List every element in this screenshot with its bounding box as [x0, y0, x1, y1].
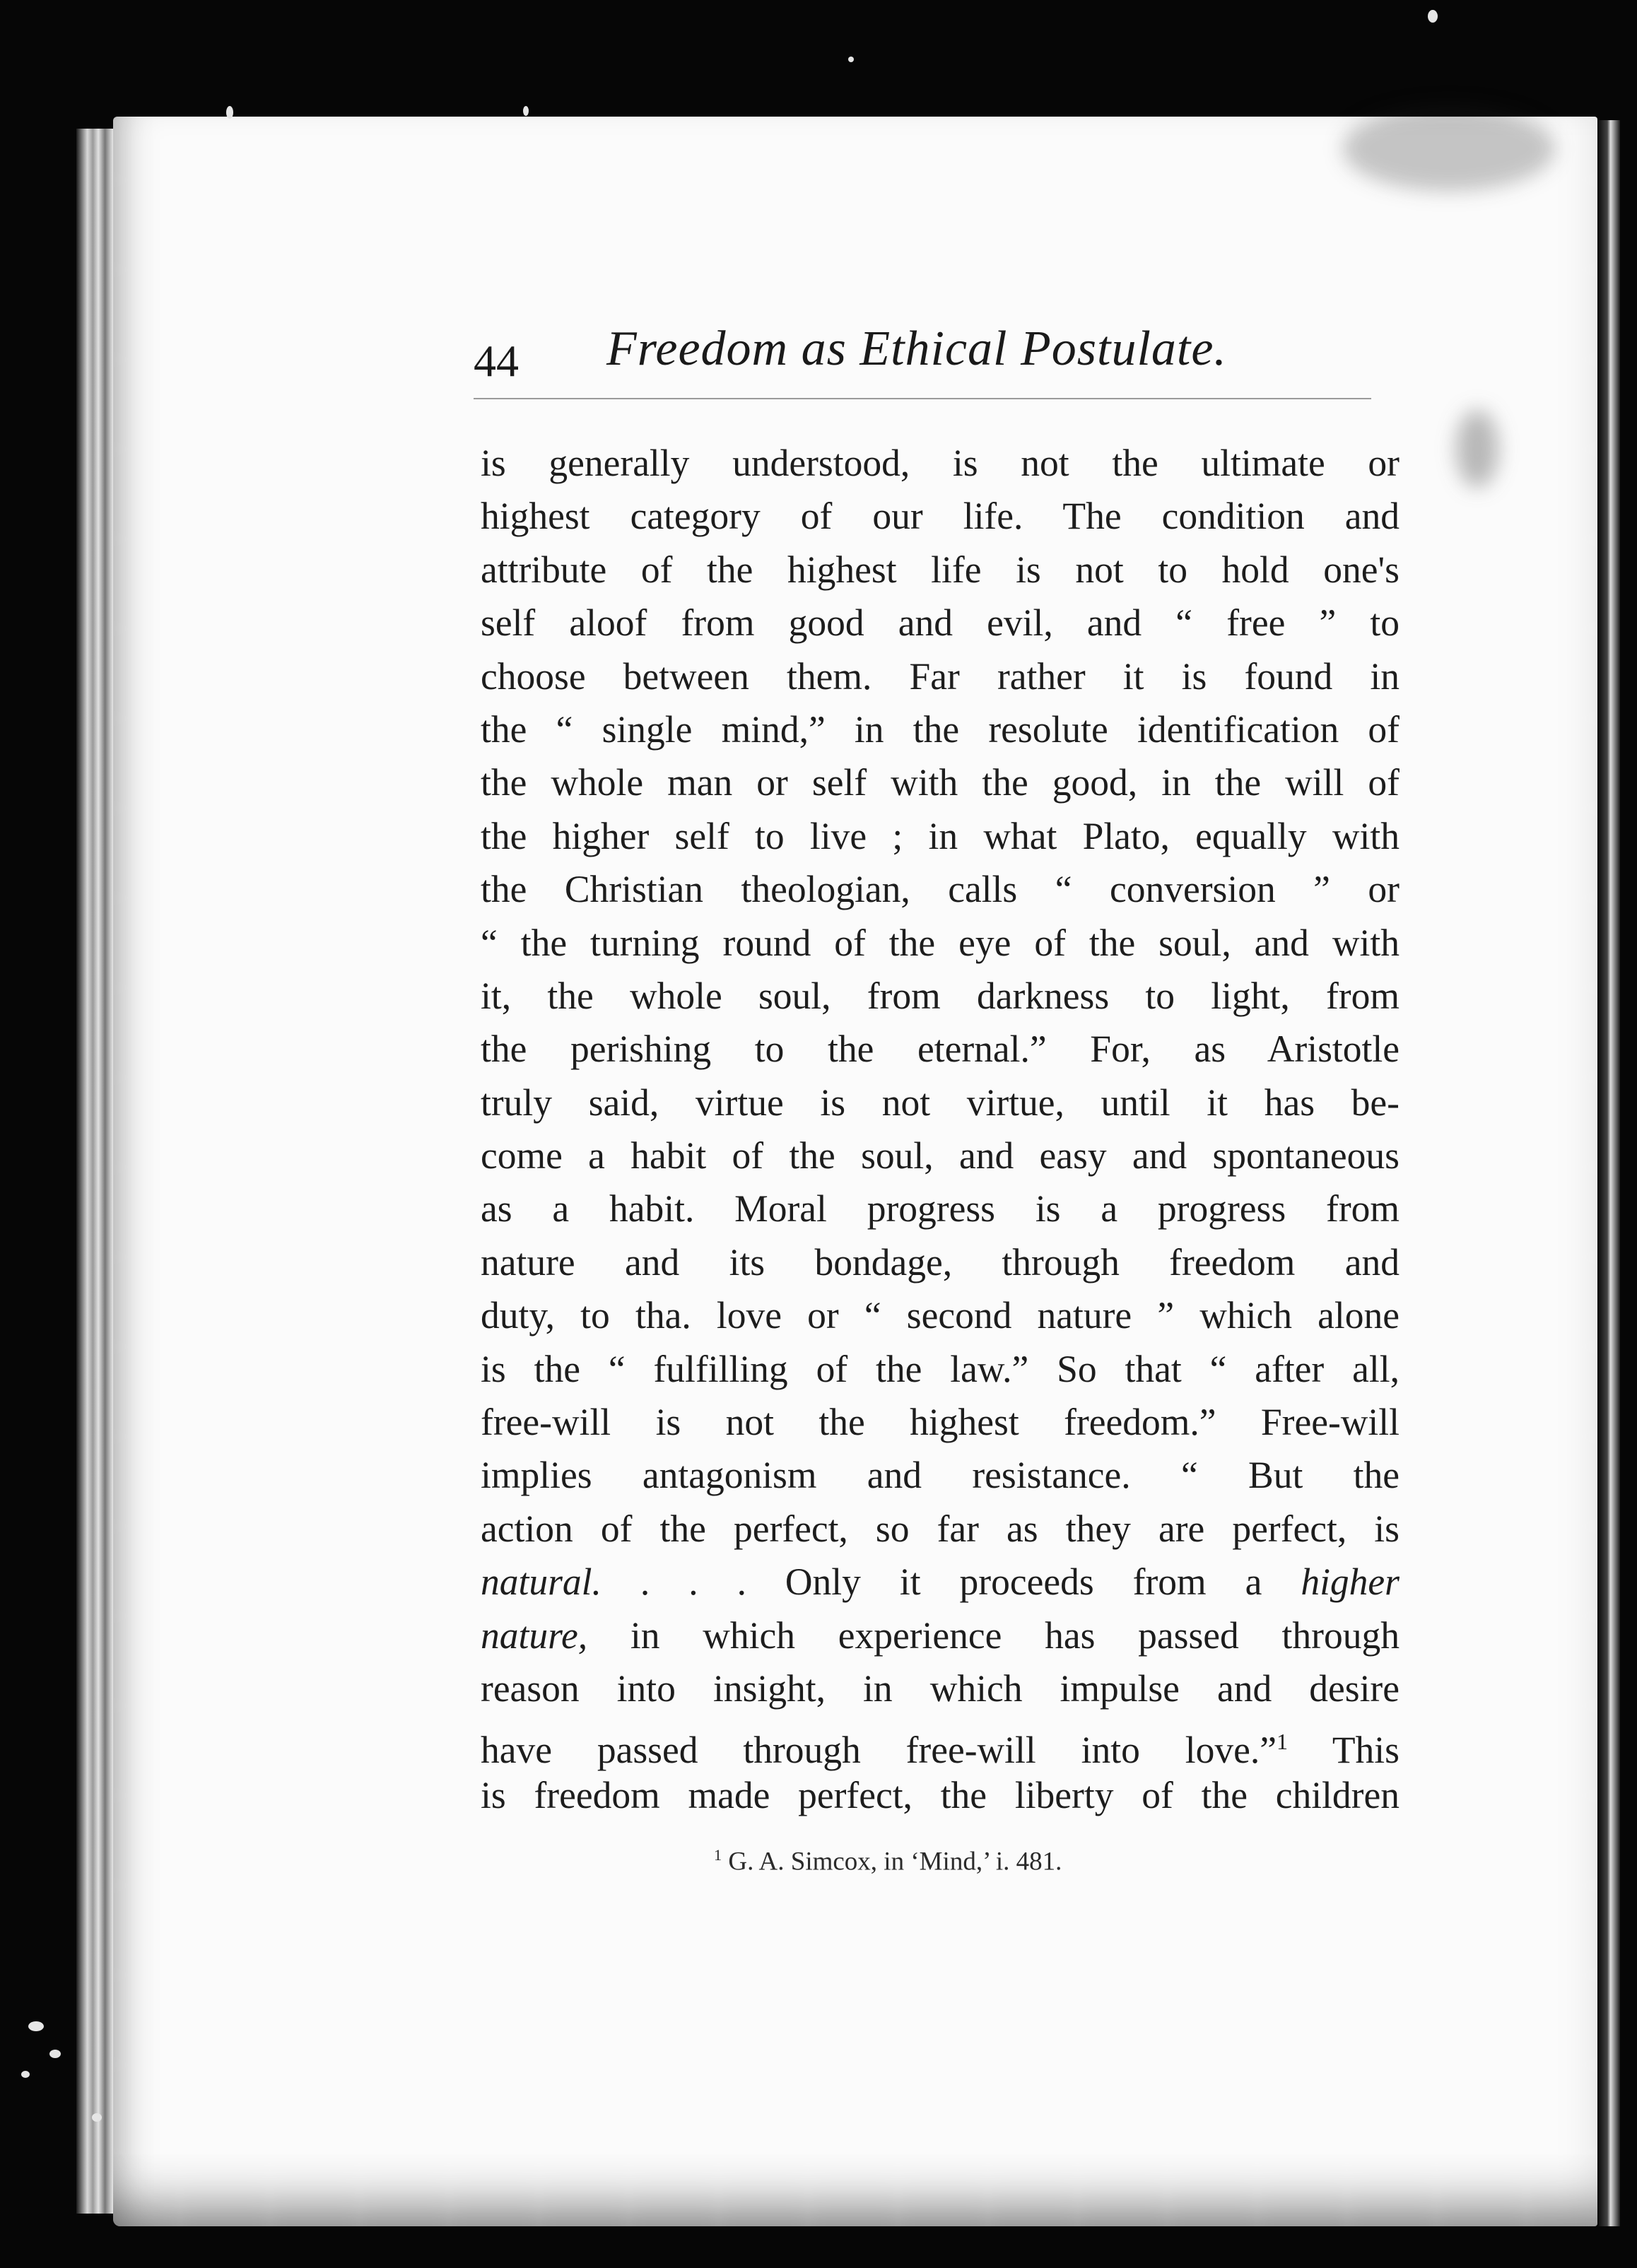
text-line: the perishing to the eternal.” For, as Aristotle — [481, 1028, 1400, 1071]
dust-speck — [28, 2021, 44, 2031]
italic-word: higher — [1301, 1561, 1400, 1604]
text-line: choose between them. Far rather it is found in — [481, 654, 1400, 698]
running-title: Freedom as Ethical Postulate. — [606, 322, 1227, 376]
dust-speck — [1428, 10, 1438, 23]
italic-word: nature, — [481, 1614, 588, 1657]
dust-speck — [92, 2113, 102, 2122]
text-line: action of the perfect, so far as they are perfect, is — [481, 1507, 1400, 1550]
dust-speck — [49, 2050, 61, 2058]
dust-speck — [523, 106, 529, 116]
text-line: nature and its bondage, through freedom and — [481, 1240, 1400, 1283]
text-line: come a habit of the soul, and easy and spontaneous — [481, 1134, 1400, 1177]
ink-smudge — [1456, 410, 1498, 488]
text-line: highest category of our life. The condition and — [481, 495, 1400, 538]
text-line: the Christian theologian, calls “ conversion ” or — [481, 868, 1400, 911]
text-line: as a habit. Moral progress is a progress from — [481, 1187, 1400, 1230]
text-line: duty, to tha. love or “ second nature ” which alone — [481, 1294, 1400, 1337]
footnote — [714, 1846, 1062, 1876]
text-line: reason into insight, in which impulse and desire — [481, 1667, 1400, 1710]
page-edges — [76, 129, 113, 2214]
page-number: 44 — [474, 336, 519, 386]
text-span: have passed through free-will into love.” — [481, 1729, 1277, 1772]
text-line: truly said, virtue is not virtue, until it has be- — [481, 1081, 1400, 1124]
text-line — [481, 1609, 1400, 1662]
footnote-marker: 1 — [1276, 1729, 1288, 1755]
body-text — [481, 437, 1400, 1822]
header-rule — [474, 398, 1371, 399]
running-head — [474, 319, 1378, 397]
text-line: is generally understood, is not the ultimate or — [481, 442, 1400, 484]
dust-speck — [21, 2071, 30, 2078]
text-line: self aloof from good and evil, and “ free ” to — [481, 601, 1400, 645]
text-line: is freedom made perfect, the liberty of the children — [481, 1773, 1400, 1816]
text-line: the higher self to live ; in what Plato, equally with — [481, 814, 1400, 857]
text-line: attribute of the highest life is not to hold one's — [481, 548, 1400, 591]
text-line: free-will is not the highest freedom.” Free-will — [481, 1401, 1400, 1444]
dust-speck — [848, 57, 854, 62]
text-line: it, the whole soul, from darkness to light, from — [481, 974, 1400, 1017]
text-line: “ the turning round of the eye of the soul, and with — [481, 921, 1400, 964]
footnote-marker: 1 — [714, 1846, 722, 1864]
italic-word: natural. — [481, 1561, 602, 1604]
text-line: implies antagonism and resistance. “ But the — [481, 1454, 1400, 1497]
text-span: This — [1287, 1729, 1400, 1772]
text-line: the whole man or self with the good, in the will of — [481, 761, 1400, 804]
text-line — [481, 1715, 1400, 1772]
text-span: in which experience has passed through — [587, 1614, 1400, 1657]
text-span: . . . Only it proceeds from a — [601, 1561, 1301, 1604]
footnote-text: G. A. Simcox, in ‘Mind,’ i. 481. — [722, 1847, 1062, 1876]
corner-shadow — [1343, 106, 1555, 191]
facing-page-edge — [1599, 120, 1620, 2226]
text-line: the “ single mind,” in the resolute identification of — [481, 707, 1400, 751]
text-line — [481, 1556, 1400, 1609]
dust-speck — [226, 106, 233, 119]
text-line: is the “ fulfilling of the law.” So that “ after all, — [481, 1347, 1400, 1390]
